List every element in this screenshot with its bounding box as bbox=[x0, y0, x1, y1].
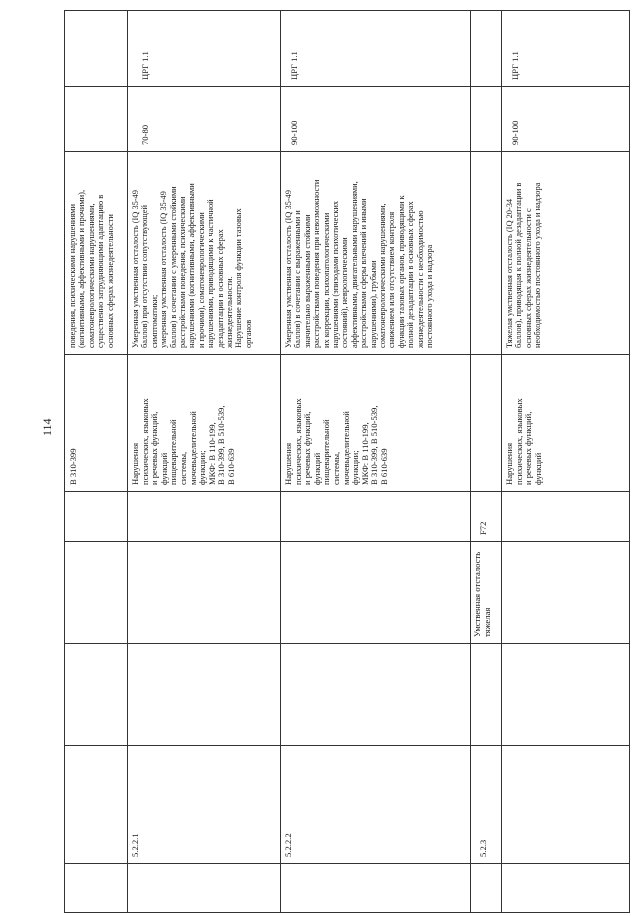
cell-diagnosis: Умственная отсталость тяжелая bbox=[472, 551, 492, 637]
cell-code: 5.2.2.1 bbox=[130, 833, 140, 857]
row-separator bbox=[501, 11, 502, 912]
cell-criteria: Умеренная умственная отсталость (IQ 35-49 баллов) в сочетании с выраженными и значительно выраженными стойкими расстройствами поведения при невозможности их коррекции, психопатологическими нарушениями (эпизодами психотических состояний), неврологическими аффективными, двигательными нарушениями, расстройствами сферы влечений и иными нарушениями), грубыми соматоневрологическими нарушениями, снижением или отсутствием контроля функции тазовых органов, приводящими к полной дезадаптации в основных сферах жизнедеятельности с необходимостью постоянного ухода и надзора bbox=[284, 179, 435, 348]
column-separator bbox=[65, 151, 629, 152]
column-separator bbox=[65, 745, 629, 746]
cell-ref: ЦРГ 1.1 bbox=[510, 51, 520, 80]
cell-func: В 310-399 bbox=[68, 448, 78, 485]
row-separator bbox=[280, 11, 281, 912]
row-separator bbox=[470, 11, 471, 912]
cell-criteria: Тяжелая умственная отсталость (IQ 20-34 баллов), приводящая к полной дезадаптации в основных сферах жизнедеятельности с необходимостью постоянного ухода и надзора bbox=[505, 182, 543, 348]
page-number: 114 bbox=[40, 418, 54, 436]
cell-criteria: Умеренная умственная отсталость (IQ 35-49 баллов) при отсутствии сопутствующей симптоматики; умеренная умственная отсталость (IQ 35-49 баллов) в сочетании с умеренными стойкими расстройствами поведения, психическими нарушениями (когнитивными, аффективными и прочими), соматоневрологическими нарушениями, приводящими к частичной дезадаптации в основных сферах жизнедеятельности. Нарушение контроля функции тазовых органов bbox=[131, 183, 253, 348]
cell-percent: 70-80 bbox=[140, 124, 150, 145]
cell-ref: ЦРГ 1.1 bbox=[140, 51, 150, 80]
column-separator bbox=[65, 863, 629, 864]
column-separator bbox=[65, 541, 629, 542]
cell-code: 5.2.3 bbox=[478, 839, 488, 857]
column-separator bbox=[65, 643, 629, 644]
row-separator bbox=[127, 11, 128, 912]
rotated-table bbox=[64, 10, 630, 913]
cell-func: Нарушения психических, языковых и речевых функций, функций пищеварительной системы, мочевыделительной функции; МКФ: В 110-199, В 310-399, В 510-539, В 610-639 bbox=[283, 398, 389, 485]
cell-func: Нарушения психических, языковых и речевых функций, функций пищеварительной системы, мочевыделительной функции; МКФ: В 110-199, В 310-399, В 510-539, В 610-639 bbox=[130, 398, 236, 485]
column-separator bbox=[65, 491, 629, 492]
cell-criteria: поведения, психическими нарушениями (когнитивными, аффективными и прочими), соматоневрологическими нарушениями, существенно затрудняющими адаптацию в основных сферах жизнедеятельности bbox=[68, 189, 115, 348]
cell-func: Нарушения психических, языковых и речевых функций, функций bbox=[504, 398, 543, 485]
cell-percent: 90-100 bbox=[289, 120, 299, 145]
cell-ref: ЦРГ 1.1 bbox=[289, 51, 299, 80]
cell-percent: 90-100 bbox=[510, 120, 520, 145]
cell-icd-code: F72 bbox=[478, 521, 488, 535]
cell-code: 5.2.2.2 bbox=[283, 833, 293, 857]
